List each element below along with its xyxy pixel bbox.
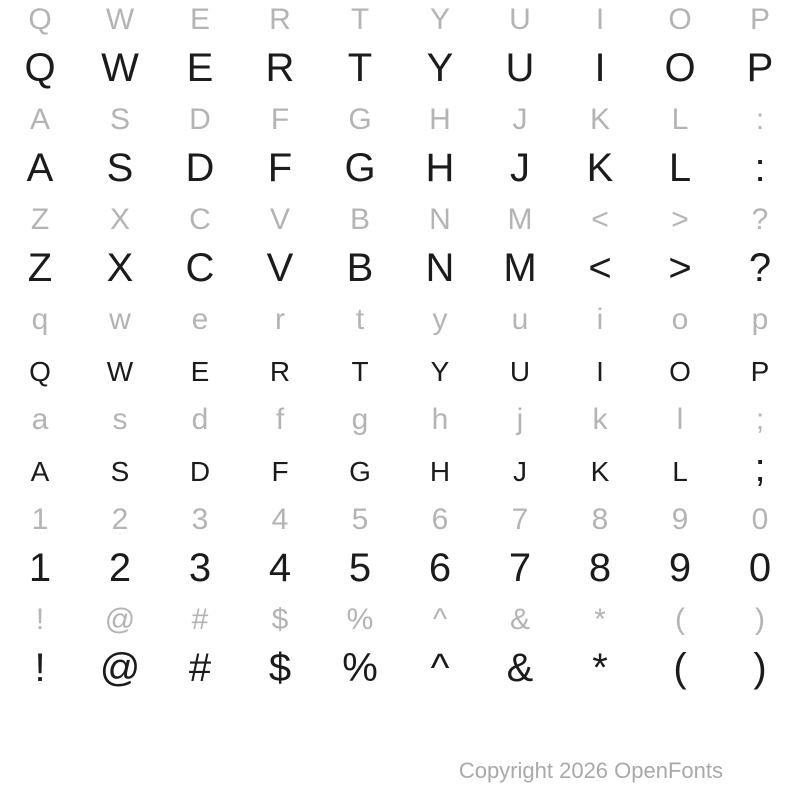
rendered-glyph: : <box>754 146 766 190</box>
rendered-glyph: M <box>503 246 537 290</box>
rendered-glyph: I <box>594 46 606 90</box>
reference-row <box>0 602 800 638</box>
reference-glyph: f <box>275 403 285 436</box>
reference-glyph: H <box>429 103 451 136</box>
rendered-glyph: V <box>266 246 294 290</box>
rendered-glyph: Q <box>24 46 56 90</box>
reference-glyph: L <box>671 103 689 136</box>
reference-glyph: J <box>512 103 528 136</box>
reference-glyph: & <box>509 603 530 636</box>
rendered-row <box>0 646 800 690</box>
rendered-glyph: Z <box>27 246 53 290</box>
reference-glyph: g <box>351 403 369 436</box>
rendered-glyph: j <box>513 446 527 490</box>
reference-glyph: ) <box>755 603 765 636</box>
reference-glyph: 1 <box>31 503 49 536</box>
reference-glyph: s <box>112 403 128 436</box>
reference-glyph: ^ <box>432 603 448 636</box>
reference-glyph: T <box>350 3 370 36</box>
reference-glyph: A <box>29 103 50 136</box>
rendered-row <box>0 346 800 390</box>
reference-glyph: G <box>348 103 372 136</box>
reference-glyph: * <box>594 603 606 636</box>
rendered-glyph: 0 <box>748 546 772 590</box>
rendered-glyph: S <box>106 146 134 190</box>
reference-glyph: r <box>275 303 285 336</box>
reference-glyph: Y <box>429 3 450 36</box>
rendered-glyph: U <box>505 46 535 90</box>
rendered-glyph: H <box>425 146 455 190</box>
reference-row <box>0 202 800 238</box>
reference-glyph: 7 <box>511 503 529 536</box>
rendered-glyph: w <box>106 346 134 390</box>
rendered-glyph: h <box>429 446 451 490</box>
rendered-glyph: A <box>26 146 54 190</box>
rendered-glyph: 7 <box>508 546 532 590</box>
rendered-glyph: N <box>425 246 455 290</box>
reference-glyph: K <box>589 103 610 136</box>
reference-glyph: O <box>668 3 692 36</box>
rendered-glyph: Y <box>426 46 454 90</box>
rendered-glyph: F <box>267 146 293 190</box>
reference-glyph: M <box>507 203 533 236</box>
reference-glyph: : <box>755 103 765 136</box>
reference-glyph: ! <box>35 603 45 636</box>
rendered-glyph: r <box>269 346 291 390</box>
rendered-glyph: g <box>349 446 371 490</box>
rendered-row <box>0 246 800 290</box>
reference-glyph: a <box>31 403 49 436</box>
reference-glyph: i <box>596 303 604 336</box>
reference-glyph: P <box>749 3 770 36</box>
rendered-glyph: 3 <box>188 546 212 590</box>
rendered-glyph: $ <box>268 646 292 690</box>
rendered-glyph: > <box>668 246 692 290</box>
rendered-glyph: ; <box>754 446 766 490</box>
reference-row <box>0 2 800 38</box>
rendered-glyph: R <box>265 46 295 90</box>
rendered-glyph: E <box>186 46 214 90</box>
rendered-glyph: s <box>110 446 130 490</box>
rendered-row <box>0 146 800 190</box>
rendered-glyph: d <box>189 446 211 490</box>
reference-row <box>0 502 800 538</box>
copyright-text: Copyright 2026 OpenFonts <box>458 758 723 783</box>
reference-glyph: # <box>191 603 209 636</box>
reference-glyph: e <box>191 303 209 336</box>
rendered-glyph: < <box>588 246 612 290</box>
reference-glyph: u <box>511 303 529 336</box>
reference-glyph: < <box>591 203 609 236</box>
rendered-glyph: T <box>347 46 373 90</box>
reference-glyph: h <box>431 403 449 436</box>
rendered-glyph: O <box>664 46 696 90</box>
rendered-glyph: 2 <box>108 546 132 590</box>
rendered-glyph: y <box>430 346 450 390</box>
reference-glyph: ( <box>675 603 685 636</box>
reference-glyph: d <box>191 403 209 436</box>
reference-glyph: Q <box>28 3 52 36</box>
rendered-glyph: ! <box>34 646 46 690</box>
reference-glyph: Z <box>30 203 50 236</box>
reference-row <box>0 302 800 338</box>
reference-glyph: B <box>349 203 370 236</box>
rendered-glyph: e <box>190 346 210 390</box>
reference-row <box>0 102 800 138</box>
rendered-glyph: X <box>106 246 134 290</box>
rendered-glyph: * <box>592 646 608 690</box>
rendered-glyph: K <box>586 146 614 190</box>
rendered-glyph: 8 <box>588 546 612 590</box>
reference-glyph: 9 <box>671 503 689 536</box>
reference-glyph: R <box>269 3 291 36</box>
reference-glyph: F <box>270 103 290 136</box>
rendered-glyph: C <box>185 246 215 290</box>
rendered-glyph: ? <box>748 246 772 290</box>
reference-glyph: q <box>31 303 49 336</box>
reference-glyph: o <box>671 303 689 336</box>
reference-glyph: D <box>189 103 211 136</box>
rendered-glyph: u <box>509 346 531 390</box>
reference-glyph: % <box>346 603 374 636</box>
rendered-glyph: # <box>188 646 212 690</box>
reference-glyph: 2 <box>111 503 129 536</box>
rendered-glyph: k <box>590 446 610 490</box>
reference-glyph: 0 <box>751 503 769 536</box>
rendered-glyph: o <box>669 346 691 390</box>
reference-glyph: l <box>676 403 684 436</box>
reference-glyph: X <box>109 203 130 236</box>
rendered-glyph: P <box>746 46 774 90</box>
rendered-glyph: G <box>344 146 376 190</box>
rendered-glyph: 6 <box>428 546 452 590</box>
reference-glyph: > <box>671 203 689 236</box>
reference-glyph: y <box>432 303 448 336</box>
rendered-glyph: @ <box>99 646 141 690</box>
rendered-glyph: 9 <box>668 546 692 590</box>
rendered-glyph: ) <box>753 646 767 690</box>
reference-glyph: 3 <box>191 503 209 536</box>
rendered-glyph: p <box>750 346 770 390</box>
rendered-glyph: i <box>596 346 604 390</box>
reference-glyph: 4 <box>271 503 289 536</box>
rendered-glyph: t <box>351 346 369 390</box>
rendered-glyph: 4 <box>268 546 292 590</box>
reference-glyph: $ <box>271 603 289 636</box>
reference-glyph: ; <box>755 403 765 436</box>
rendered-glyph: a <box>30 446 50 490</box>
reference-glyph: 6 <box>431 503 449 536</box>
rendered-glyph: W <box>101 46 139 90</box>
reference-glyph: N <box>429 203 451 236</box>
rendered-glyph: L <box>668 146 692 190</box>
reference-glyph: C <box>189 203 211 236</box>
reference-glyph: k <box>592 403 608 436</box>
rendered-row <box>0 546 800 590</box>
reference-glyph: U <box>509 3 531 36</box>
rendered-glyph: % <box>342 646 378 690</box>
reference-glyph: p <box>751 303 769 336</box>
rendered-glyph: B <box>346 246 374 290</box>
reference-glyph: 8 <box>591 503 609 536</box>
rendered-glyph: l <box>672 446 688 490</box>
rendered-glyph: J <box>510 146 530 190</box>
rendered-glyph: & <box>506 646 534 690</box>
reference-glyph: t <box>355 303 365 336</box>
rendered-glyph: ( <box>673 646 687 690</box>
reference-glyph: W <box>105 3 135 36</box>
reference-glyph: @ <box>104 603 136 636</box>
reference-glyph: ? <box>751 203 769 236</box>
rendered-glyph: f <box>271 446 289 490</box>
reference-glyph: I <box>595 3 605 36</box>
rendered-glyph: 5 <box>348 546 372 590</box>
rendered-glyph: ^ <box>430 646 450 690</box>
rendered-row <box>0 46 800 90</box>
reference-glyph: 5 <box>351 503 369 536</box>
rendered-glyph: q <box>29 346 51 390</box>
rendered-row <box>0 446 800 490</box>
reference-row <box>0 402 800 438</box>
rendered-glyph: D <box>185 146 215 190</box>
reference-glyph: w <box>109 303 131 336</box>
reference-glyph: j <box>516 403 524 436</box>
rendered-glyph: 1 <box>28 546 52 590</box>
reference-glyph: V <box>269 203 290 236</box>
reference-glyph: S <box>109 103 130 136</box>
reference-glyph: E <box>189 3 210 36</box>
